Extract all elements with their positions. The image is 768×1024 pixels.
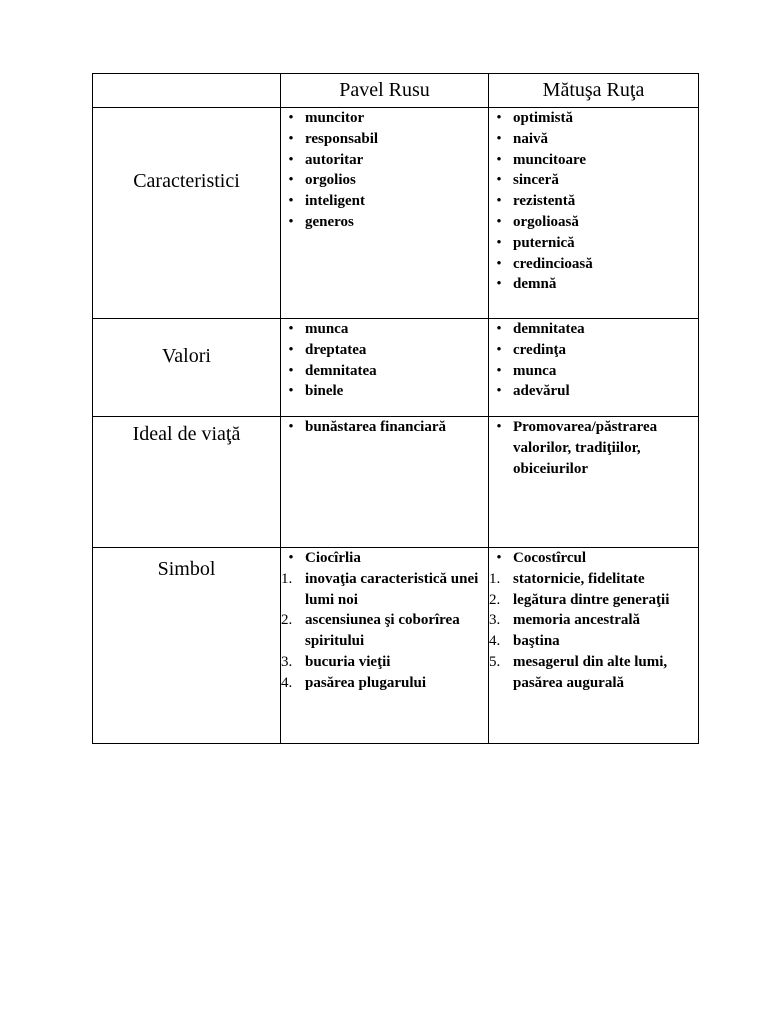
list-item <box>489 631 698 652</box>
bullet-icon: • <box>496 276 502 293</box>
list-item <box>281 569 488 611</box>
list-item <box>281 610 488 652</box>
list-item <box>489 150 698 171</box>
pavel-simbol-cell <box>281 548 489 744</box>
list-item-text: credincioasă <box>513 255 593 272</box>
ruta-valori-list <box>489 319 698 402</box>
list-number: 4. <box>489 633 501 650</box>
bullet-icon: • <box>496 213 502 230</box>
pavel-caracteristici-list <box>281 108 488 233</box>
list-item <box>489 361 698 382</box>
list-item-text: baştina <box>513 633 560 650</box>
list-item-text: demnă <box>513 276 557 293</box>
pavel-valori-cell <box>281 319 489 417</box>
list-item-text: muncitor <box>305 110 365 126</box>
bullet-icon: • <box>496 419 502 435</box>
simbol-ruta-name: Cocostîrcul <box>513 550 587 566</box>
list-item-text: dreptatea <box>305 341 367 358</box>
list-item <box>281 319 488 340</box>
pavel-caracteristici-cell <box>281 108 489 319</box>
list-item-text: adevărul <box>513 383 570 400</box>
list-item-text: Promovarea/păstrarea valorilor, tradiţiilor, obiceiurilor <box>513 419 658 477</box>
bullet-icon: • <box>496 341 502 358</box>
bullet-icon: • <box>496 151 502 168</box>
list-item-text: bunăstarea financiară <box>305 419 446 435</box>
ruta-valori-cell <box>489 319 699 417</box>
list-item-text: inteligent <box>305 193 365 210</box>
comparison-table <box>92 73 699 744</box>
list-item-text: demnitatea <box>305 362 377 379</box>
bullet-icon: • <box>288 151 294 168</box>
pavel-simbol-bullet-list <box>281 548 488 569</box>
list-item <box>281 108 488 129</box>
list-item <box>489 233 698 254</box>
pavel-ideal-list <box>281 417 488 438</box>
list-item-text: pasărea plugarului <box>305 674 427 691</box>
bullet-icon: • <box>496 110 502 126</box>
list-item <box>489 191 698 212</box>
list-item-text: muncitoare <box>513 151 587 168</box>
list-item-text: sinceră <box>513 172 559 189</box>
pavel-ideal-cell <box>281 417 489 548</box>
row-caracteristici <box>93 108 699 319</box>
list-item <box>489 610 698 631</box>
list-item <box>281 548 488 569</box>
list-item <box>489 254 698 275</box>
row-label-cell <box>93 548 281 744</box>
row-valori <box>93 319 699 417</box>
list-item <box>281 170 488 191</box>
bullet-icon: • <box>496 234 502 251</box>
list-number: 1. <box>489 570 501 587</box>
list-item-text: ascensiunea şi coborîrea spiritului <box>305 612 460 650</box>
list-item-text: orgolioasă <box>513 213 579 230</box>
list-item-text: demnitatea <box>513 321 585 337</box>
list-item <box>489 417 698 479</box>
list-item-text: credinţa <box>513 341 567 358</box>
list-item <box>281 381 488 402</box>
row-label-caracteristici: Caracteristici <box>133 170 240 192</box>
list-item <box>489 170 698 191</box>
list-item <box>281 150 488 171</box>
list-item-text: generos <box>305 213 354 230</box>
bullet-icon: • <box>288 341 294 358</box>
bullet-icon: • <box>288 321 294 337</box>
bullet-icon: • <box>496 362 502 379</box>
list-item <box>489 108 698 129</box>
ruta-simbol-bullet-list <box>489 548 698 569</box>
list-item <box>281 652 488 673</box>
ruta-ideal-cell <box>489 417 699 548</box>
bullet-icon: • <box>496 172 502 189</box>
header-pavel-rusu: Pavel Rusu <box>281 74 489 108</box>
list-number: 2. <box>281 612 293 629</box>
bullet-icon: • <box>496 321 502 337</box>
row-label-cell <box>93 319 281 417</box>
list-item <box>489 212 698 233</box>
list-item <box>489 340 698 361</box>
bullet-icon: • <box>496 550 502 566</box>
list-item-text: legătura dintre generaţii <box>513 591 670 608</box>
row-simbol <box>93 548 699 744</box>
list-item-text: bucuria vieţii <box>305 653 391 670</box>
bullet-icon: • <box>496 130 502 147</box>
list-number: 3. <box>281 653 293 670</box>
header-row <box>93 74 699 108</box>
list-item-text: binele <box>305 383 344 400</box>
list-item <box>281 417 488 438</box>
list-item-text: puternică <box>513 234 575 251</box>
list-item <box>281 340 488 361</box>
list-item <box>489 569 698 590</box>
bullet-icon: • <box>288 213 294 230</box>
list-item <box>489 319 698 340</box>
bullet-icon: • <box>288 383 294 400</box>
list-item-text: autoritar <box>305 151 364 168</box>
bullet-icon: • <box>288 110 294 126</box>
list-item <box>281 212 488 233</box>
row-label-valori: Valori <box>162 345 211 367</box>
list-item <box>489 548 698 569</box>
header-empty-cell <box>93 74 281 108</box>
bullet-icon: • <box>288 362 294 379</box>
simbol-pavel-name: Ciocîrlia <box>305 550 361 566</box>
list-item-text: inovaţia caracteristică unei lumi noi <box>305 570 479 608</box>
list-number: 1. <box>281 570 293 587</box>
bullet-icon: • <box>288 550 294 566</box>
header-matusa-ruta: Mătuşa Ruţa <box>489 74 699 108</box>
list-number: 4. <box>281 674 293 691</box>
list-item-text: orgolios <box>305 172 356 189</box>
list-item-text: munca <box>513 362 557 379</box>
ruta-caracteristici-list <box>489 108 698 295</box>
bullet-icon: • <box>288 130 294 147</box>
list-item-text: naivă <box>513 130 549 147</box>
list-item <box>489 129 698 150</box>
list-number: 5. <box>489 653 501 670</box>
bullet-icon: • <box>288 193 294 210</box>
list-item <box>281 191 488 212</box>
bullet-icon: • <box>288 419 294 435</box>
list-item-text: memoria ancestrală <box>513 612 641 629</box>
ruta-simbol-cell <box>489 548 699 744</box>
bullet-icon: • <box>288 172 294 189</box>
list-item-text: mesagerul din alte lumi, pasărea augurală <box>513 653 668 691</box>
list-item-text: statornicie, fidelitate <box>513 570 645 587</box>
pavel-simbol-numbered-list <box>281 569 488 694</box>
row-label-simbol: Simbol <box>157 558 216 580</box>
list-item <box>489 590 698 611</box>
list-item-text: optimistă <box>513 110 573 126</box>
list-item <box>489 274 698 295</box>
list-number: 2. <box>489 591 501 608</box>
ruta-simbol-numbered-list <box>489 569 698 694</box>
list-item <box>281 673 488 694</box>
list-item <box>281 361 488 382</box>
list-item <box>489 652 698 694</box>
list-item <box>281 129 488 150</box>
ruta-ideal-list <box>489 417 698 479</box>
list-number: 3. <box>489 612 501 629</box>
bullet-icon: • <box>496 255 502 272</box>
ruta-caracteristici-cell <box>489 108 699 319</box>
pavel-valori-list <box>281 319 488 402</box>
row-label-ideal-de-viata: Ideal de viaţă <box>132 423 241 445</box>
row-label-cell <box>93 417 281 548</box>
row-ideal-de-viata <box>93 417 699 548</box>
row-label-cell <box>93 108 281 319</box>
list-item-text: munca <box>305 321 349 337</box>
bullet-icon: • <box>496 193 502 210</box>
list-item <box>489 381 698 402</box>
list-item-text: responsabil <box>305 130 379 147</box>
bullet-icon: • <box>496 383 502 400</box>
list-item-text: rezistentă <box>513 193 576 210</box>
